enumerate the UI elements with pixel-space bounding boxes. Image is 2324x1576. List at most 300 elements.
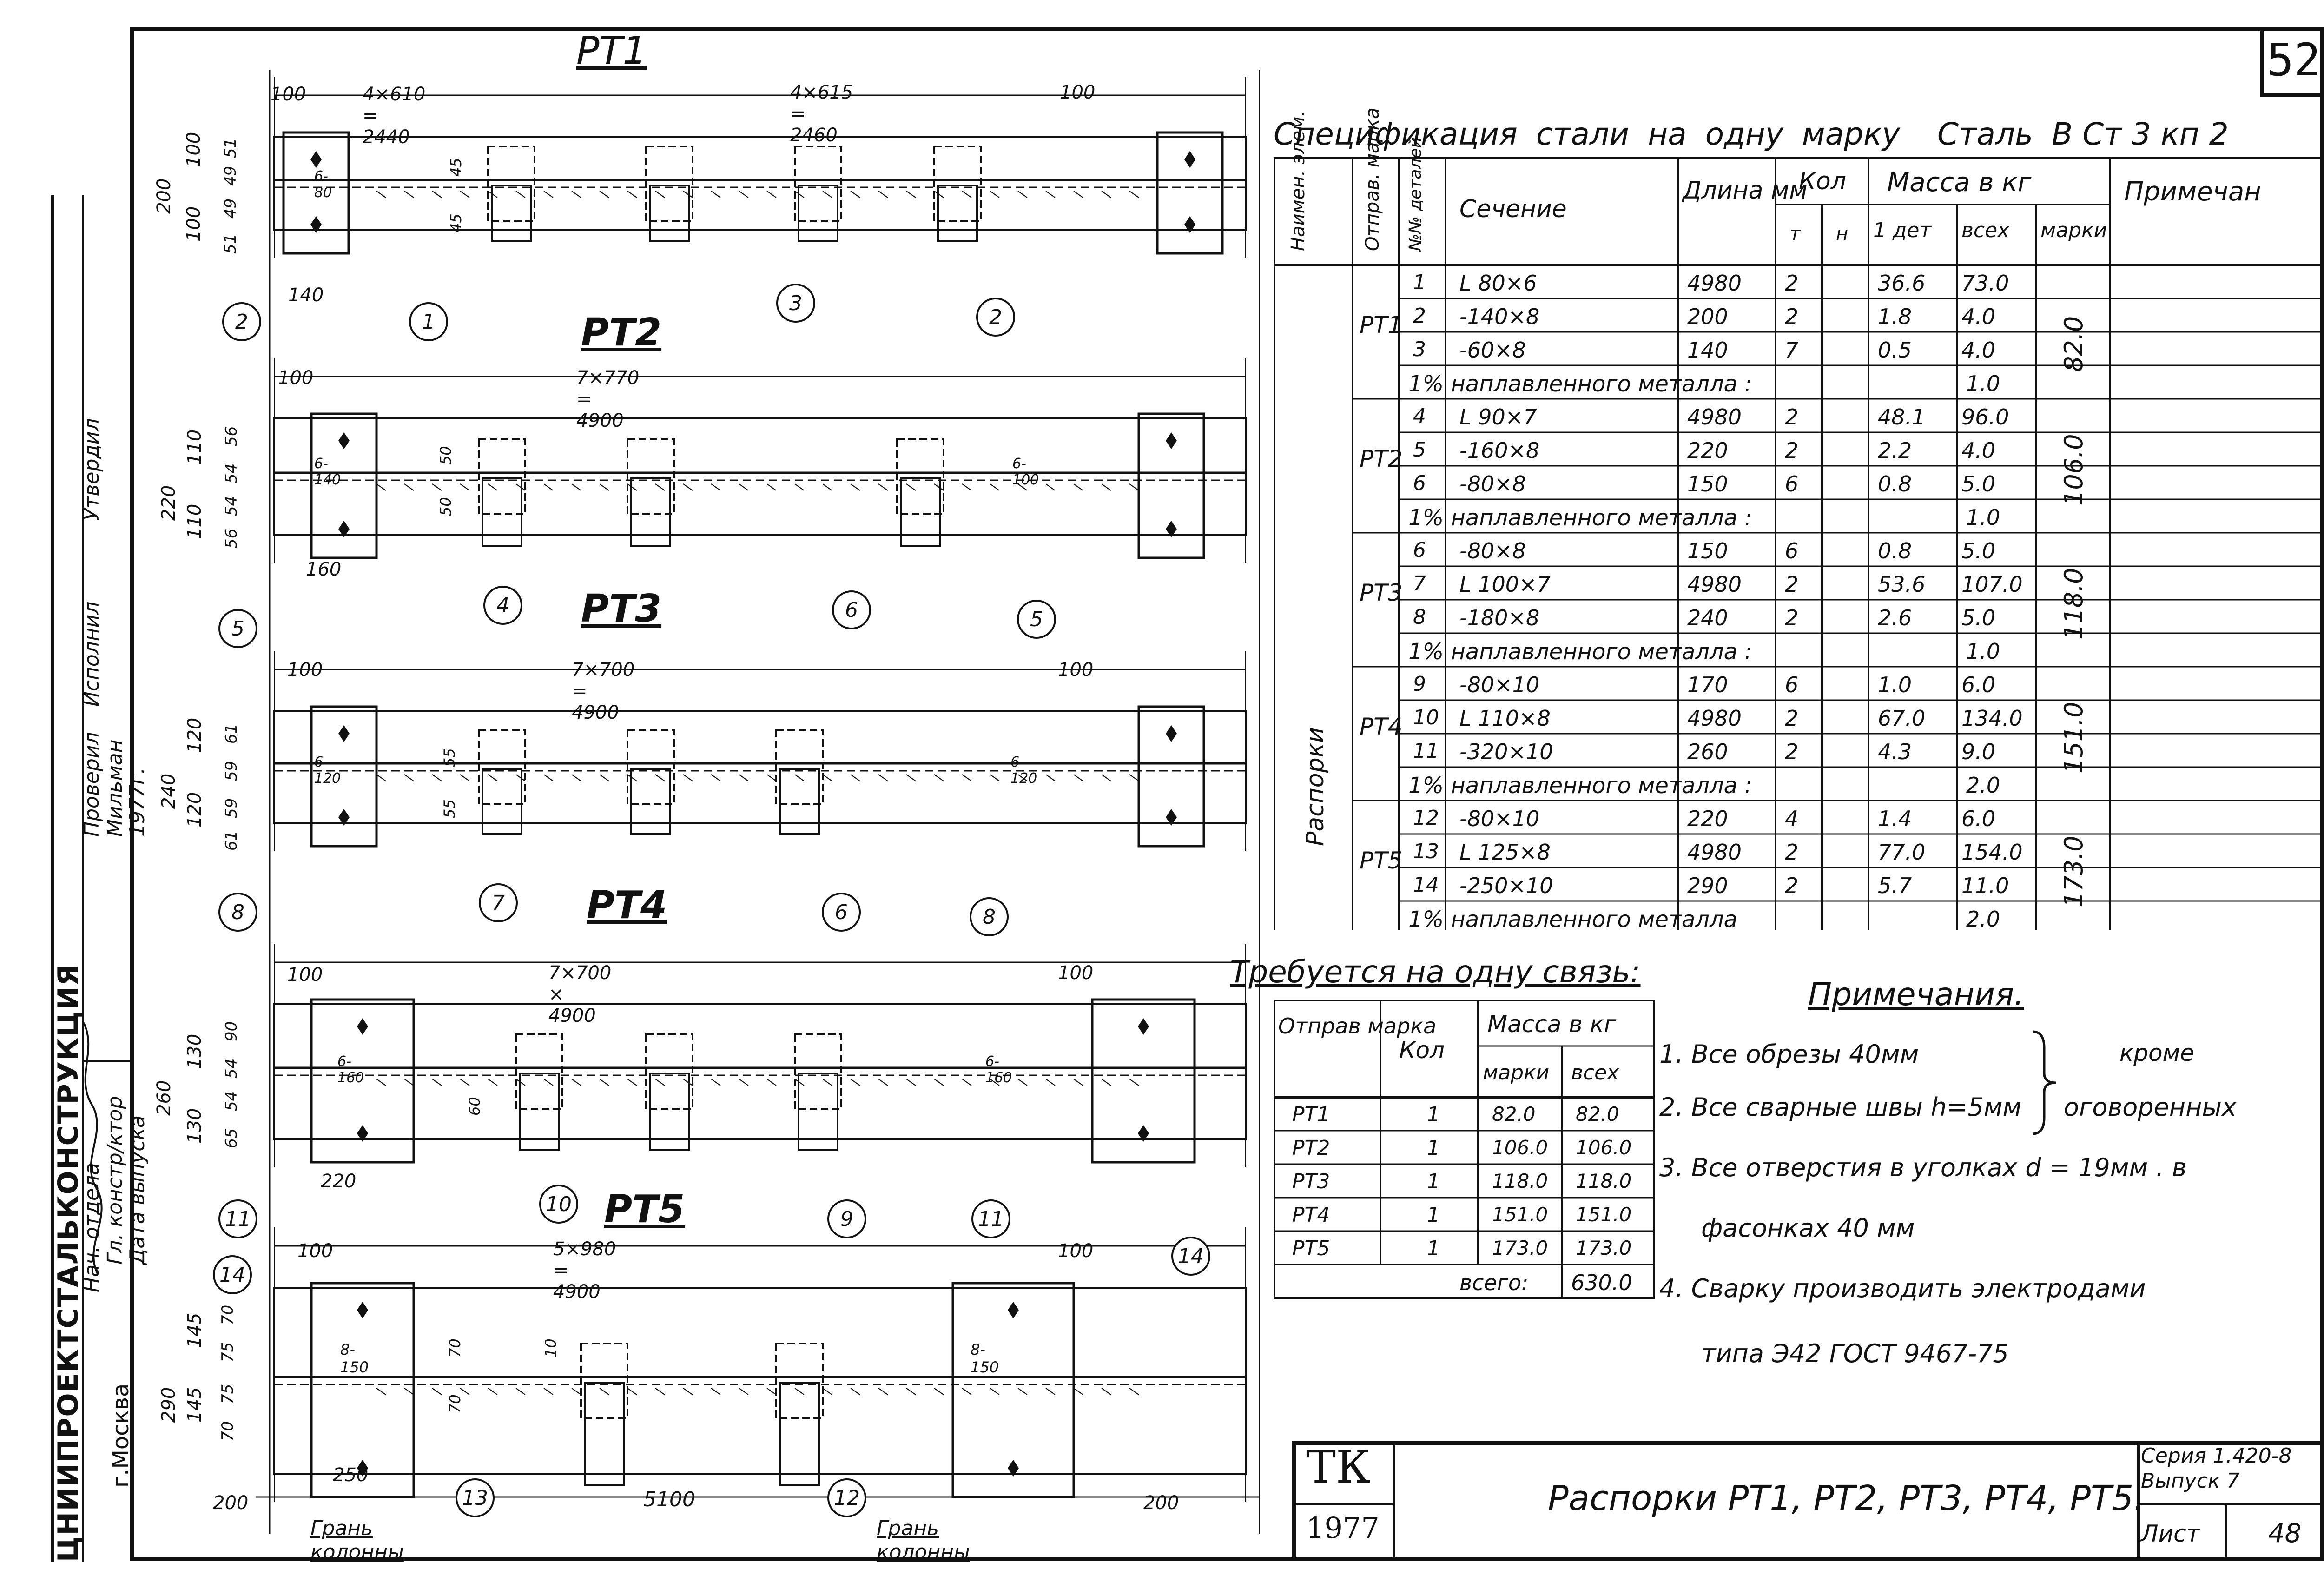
strut-1-hole-1a — [1184, 151, 1195, 168]
pt1-dim-51b: 51 — [221, 138, 240, 158]
spec-sec-4-2: -250×10 — [1459, 873, 1553, 898]
strut-3-post-0 — [479, 730, 525, 804]
title-year: 1977 — [1306, 1511, 1380, 1545]
req-mark-0: РТ1 — [1292, 1103, 1330, 1126]
stamp-org: ЦНИИПРОЕКТСТАЛЬКОНСТРУКЦИЯ — [52, 963, 85, 1562]
stamp-city: г.Москва — [108, 1383, 134, 1488]
pt2-weld-b: 50 — [437, 497, 455, 516]
strut-title-pt4: РТ4 — [587, 883, 667, 927]
callout-1-2: 3 — [776, 284, 815, 323]
spec-sec-4-0: -80×10 — [1459, 806, 1540, 831]
pt3-dim-61b: 61 — [222, 830, 241, 851]
spec-qty-1-1: 2 — [1785, 438, 1799, 463]
strut-2-post-1 — [627, 439, 674, 514]
pt3-dim-61a: 61 — [222, 723, 241, 744]
spec-all-3-1: 134.0 — [1961, 706, 2023, 731]
pt3-dim-100r: 100 — [1058, 659, 1094, 681]
spec-weld-all-1: 1.0 — [1966, 505, 2000, 530]
spec-sec-2-0: -80×8 — [1459, 538, 1526, 563]
strut-2-post-0 — [479, 439, 525, 514]
spec-mass-mark-2: 118.0 — [2059, 568, 2088, 640]
spec-all-1-0: 96.0 — [1961, 404, 2009, 430]
pt2-dim-span: 7×770 = 4900 — [576, 367, 640, 431]
spec-len-4-1: 4980 — [1687, 840, 1742, 865]
spec-title-w4: одну — [1705, 116, 1783, 152]
callout-5-3: 14 — [1171, 1237, 1210, 1276]
spec-one-2-2: 2.6 — [1878, 605, 1912, 630]
callout-3-2: 6 — [822, 893, 861, 932]
strut-2-hole-0a — [338, 432, 350, 449]
pt4-weld-a: 60 — [466, 1097, 483, 1116]
pt1-dim-49a: 49 — [221, 198, 240, 219]
strut-4-hole-0a — [357, 1018, 368, 1035]
pt5-dim-span: 5×980 = 4900 — [553, 1238, 616, 1303]
spec-one-4-1: 77.0 — [1878, 840, 1926, 865]
strut-title-pt1: РТ1 — [576, 29, 647, 73]
pt2-dim-56b: 56 — [222, 528, 241, 549]
spec-one-0-0: 36.6 — [1878, 271, 1926, 296]
spec-no-3-0: 9 — [1413, 672, 1426, 696]
pt4-dim-span: 7×700 × 4900 — [548, 962, 612, 1026]
pt1-weld-a: 45 — [447, 158, 465, 177]
pt5-dim-290: 290 — [158, 1387, 179, 1423]
strut-5-post-lower-0 — [585, 1383, 624, 1485]
spec-sec-0-0: L 80×6 — [1459, 271, 1537, 296]
spec-no-4-2: 14 — [1413, 873, 1439, 897]
pt1-dim-right-span: 4×615 = 2460 — [790, 82, 853, 146]
pt4-plate-l: 6-160 — [337, 1053, 364, 1086]
bottom-dim-200-left: 200 — [213, 1492, 249, 1514]
callout-4-2: 9 — [827, 1199, 866, 1238]
pt5-weld-b: 70 — [446, 1394, 464, 1413]
notes-title: Примечания. — [1808, 976, 2024, 1013]
spec-all-2-2: 5.0 — [1961, 605, 1996, 630]
callout-1-3: 2 — [976, 298, 1015, 337]
spec-qty-1-0: 2 — [1785, 404, 1799, 430]
spec-no-1-0: 4 — [1413, 404, 1426, 428]
strut-3-post-lower-0 — [482, 769, 522, 834]
spec-one-3-2: 4.3 — [1878, 739, 1912, 764]
spec-sec-4-1: L 125×8 — [1459, 840, 1551, 865]
pt3-weld-b: 55 — [441, 799, 458, 818]
strut-3-outline — [274, 711, 1246, 823]
spec-weld-all-4: 2.0 — [1966, 907, 2000, 932]
spec-no-1-1: 5 — [1413, 438, 1426, 462]
strut-1-post-lower-3 — [938, 185, 977, 241]
spec-no-0-1: 2 — [1413, 304, 1426, 328]
strut-3-hole-1a — [1166, 725, 1177, 742]
spec-len-4-2: 290 — [1687, 873, 1728, 898]
pt1-dim-100-right: 100 — [1060, 82, 1096, 103]
strut-3-post-1 — [627, 730, 674, 804]
spec-no-2-0: 6 — [1413, 538, 1426, 562]
spec-len-0-2: 140 — [1687, 338, 1728, 363]
spec-head-mass-all: всех — [1961, 219, 2010, 242]
spec-weld-2: 1% наплавленного металла : — [1408, 639, 1752, 665]
req-head-mark: Отправ марка — [1278, 1013, 1437, 1039]
stamp-name-2: 1977г. — [125, 767, 149, 837]
pt1-dim-100a: 100 — [183, 132, 205, 167]
pt3-plate-r: 6-120 — [1010, 754, 1037, 787]
callout-1-1: 1 — [409, 302, 448, 341]
spec-weld-all-2: 1.0 — [1966, 639, 2000, 664]
pt5-dim-70b: 70 — [218, 1421, 237, 1441]
pt4-plate-r: 6-160 — [985, 1053, 1012, 1086]
req-mark-1: РТ2 — [1292, 1136, 1330, 1160]
spec-head-section: Сечение — [1459, 195, 1567, 223]
pt3-dim-120b: 120 — [184, 792, 205, 828]
stamp-signature — [70, 1013, 116, 1292]
bottom-dim-5100: 5100 — [643, 1488, 695, 1511]
spec-len-3-1: 4980 — [1687, 706, 1742, 731]
strut-5-post-lower-1 — [780, 1383, 819, 1485]
spec-head-note: Примечан — [2124, 177, 2261, 207]
spec-len-2-2: 240 — [1687, 605, 1728, 630]
spec-weld-all-3: 2.0 — [1966, 773, 2000, 798]
strut-1-post-3 — [934, 146, 981, 221]
strut-1-post-2 — [795, 146, 841, 221]
pt1-dim-200: 200 — [153, 178, 175, 214]
pt2-dim-110b: 110 — [184, 503, 205, 539]
pt4-dim-130b: 130 — [184, 1108, 205, 1144]
spec-title-w6: Сталь — [1937, 116, 2034, 152]
callout-3-3: 8 — [970, 897, 1009, 936]
pt3-dim-120a: 120 — [184, 717, 205, 753]
strut-2-hole-1a — [1166, 432, 1177, 449]
spec-weld-1: 1% наплавленного металла : — [1408, 505, 1752, 531]
strut-1-hole-0a — [310, 151, 322, 168]
strut-5-hole-1a — [1008, 1302, 1019, 1318]
pt2-dim-100: 100 — [278, 367, 314, 389]
spec-qty-3-1: 2 — [1785, 706, 1799, 731]
spec-len-3-0: 170 — [1687, 672, 1728, 697]
callout-4-0: 11 — [218, 1199, 257, 1238]
spec-no-3-1: 10 — [1413, 706, 1439, 729]
strut-3-hole-0a — [338, 725, 350, 742]
callout-2-0: 5 — [218, 609, 257, 648]
spec-sec-1-0: L 90×7 — [1459, 404, 1537, 430]
pt1-dim-100b: 100 — [183, 206, 205, 242]
pt3-dim-span: 7×700 = 4900 — [572, 659, 635, 723]
spec-sec-3-0: -80×10 — [1459, 672, 1540, 697]
note-1: 1. Все обрезы 40мм — [1659, 1040, 1919, 1069]
pt3-dim-59b: 59 — [222, 798, 241, 818]
spec-len-0-0: 4980 — [1687, 271, 1742, 296]
strut-1-gusset-right — [1157, 132, 1222, 253]
pt4-dim-220: 220 — [321, 1171, 357, 1192]
spec-weld-3: 1% наплавленного металла : — [1408, 773, 1752, 799]
req-mass-3: 151.0 — [1492, 1203, 1548, 1226]
title-sheet-no: 48 — [2268, 1518, 2302, 1549]
req-all-0: 82.0 — [1576, 1103, 1619, 1126]
pt4-dim-100r: 100 — [1058, 962, 1094, 984]
pt1-plate: 6-80 — [314, 168, 332, 201]
stamp-role-0: Нач. отдела — [80, 1162, 104, 1292]
spec-no-2-1: 7 — [1413, 572, 1426, 596]
spec-title-w7: В Ст 3 кп 2 — [2052, 116, 2229, 152]
spec-head-mark: Отправ. марка — [1362, 107, 1383, 251]
strut-2-outline — [274, 418, 1246, 535]
spec-one-1-1: 2.2 — [1878, 438, 1912, 463]
spec-all-2-1: 107.0 — [1961, 572, 2023, 597]
callout-3-1: 7 — [479, 883, 518, 922]
strut-1-post-lower-0 — [492, 185, 531, 241]
strut-1-post-1 — [646, 146, 693, 221]
req-all-4: 173.0 — [1576, 1237, 1632, 1259]
spec-sec-3-2: -320×10 — [1459, 739, 1553, 764]
spec-all-0-1: 4.0 — [1961, 304, 1996, 329]
callout-2-2: 6 — [832, 590, 871, 629]
spec-sec-2-1: L 100×7 — [1459, 572, 1551, 597]
req-qty-4: 1 — [1427, 1237, 1440, 1260]
strut-5-outline — [274, 1288, 1246, 1474]
req-mass-4: 173.0 — [1492, 1237, 1548, 1259]
pt5-dim-100l: 100 — [297, 1240, 333, 1262]
spec-one-0-2: 0.5 — [1878, 338, 1912, 363]
req-head-mass-mark: марки — [1483, 1061, 1550, 1085]
spec-mark-1: РТ2 — [1360, 445, 1403, 472]
spec-weld-0: 1% наплавленного металла : — [1408, 371, 1752, 397]
req-qty-3: 1 — [1427, 1203, 1440, 1227]
pt4-dim-65: 65 — [222, 1128, 241, 1148]
spec-head-mass-mark: марки — [2040, 219, 2107, 242]
spec-no-4-0: 12 — [1413, 806, 1439, 830]
pt2-dim-54a: 54 — [222, 463, 241, 483]
spec-mass-mark-0: 82.0 — [2059, 316, 2088, 372]
req-mark-3: РТ4 — [1292, 1203, 1330, 1227]
title-series: Серия 1.420-8 — [2141, 1444, 2292, 1468]
req-all-3: 151.0 — [1576, 1203, 1632, 1226]
spec-sec-0-2: -60×8 — [1459, 338, 1526, 363]
pt3-weld-a: 55 — [441, 748, 458, 767]
spec-head-qty-n: н — [1836, 223, 1849, 245]
pt4-dim-260: 260 — [153, 1080, 175, 1116]
strut-title-pt5: РТ5 — [604, 1187, 685, 1232]
pt3-dim-100l: 100 — [287, 659, 323, 681]
pt5-weld-c: 10 — [542, 1338, 560, 1357]
note-brace-except: кроме — [2119, 1040, 2195, 1066]
spec-weld-all-0: 1.0 — [1966, 371, 2000, 396]
strut-2-post-2 — [897, 439, 944, 514]
strut-title-pt2: РТ2 — [581, 311, 662, 355]
strut-4-outline — [274, 1004, 1246, 1139]
pt5-dim-145b: 145 — [184, 1387, 205, 1423]
stamp-role-4: Исполнил — [80, 601, 104, 707]
column-face-left: Грань колонны — [310, 1516, 404, 1564]
req-mass-2: 118.0 — [1492, 1170, 1548, 1192]
stamp-name-3: Мильман — [103, 739, 127, 837]
spec-qty-4-2: 2 — [1785, 873, 1799, 898]
strut-title-pt3: РТ3 — [581, 587, 662, 631]
strut-3-post-2 — [776, 730, 823, 804]
pt1-dim-51a: 51 — [221, 233, 240, 254]
column-face-right: Грань колонны — [877, 1516, 970, 1564]
stamp-role-5: Утвердил — [80, 418, 104, 521]
callout-3-0: 8 — [218, 893, 257, 932]
spec-one-4-2: 5.7 — [1878, 873, 1912, 898]
pt2-dim-110a: 110 — [184, 429, 205, 465]
pt5-weld-a: 70 — [446, 1338, 464, 1357]
spec-no-0-2: 3 — [1413, 338, 1426, 361]
req-mark-2: РТ3 — [1292, 1170, 1330, 1193]
spec-qty-3-0: 6 — [1785, 672, 1799, 697]
spec-sec-2-2: -180×8 — [1459, 605, 1540, 630]
spec-head-mass-one: 1 дет — [1873, 219, 1932, 242]
spec-all-0-2: 4.0 — [1961, 338, 1996, 363]
pt4-dim-100l: 100 — [287, 964, 323, 986]
strut-4-post-0 — [516, 1034, 562, 1109]
pt1-dim-left-span: 4×610 = 2440 — [363, 84, 426, 148]
note-3: 3. Все отверстия в уголках d = 19мм . в — [1659, 1153, 2187, 1182]
strut-2-post-lower-2 — [901, 478, 940, 546]
strut-5-hole-0a — [357, 1302, 368, 1318]
req-total-label: всего: — [1459, 1270, 1529, 1295]
sheet-title: Распорки РТ1, РТ2, РТ3, РТ4, РТ5. — [1548, 1478, 2145, 1518]
spec-no-4-1: 13 — [1413, 840, 1439, 863]
req-head-mass: Масса в кг — [1487, 1011, 1617, 1038]
callout-5-2: 12 — [827, 1478, 866, 1517]
spec-title-w1: Спецификация — [1274, 116, 1518, 152]
spec-all-3-2: 9.0 — [1961, 739, 1996, 764]
strut-4-post-2 — [795, 1034, 841, 1109]
pt4-dim-54a: 54 — [222, 1058, 241, 1079]
pt3-dim-59a: 59 — [222, 761, 241, 781]
spec-no-0-0: 1 — [1413, 271, 1426, 294]
spec-mass-mark-4: 173.0 — [2059, 835, 2088, 907]
spec-all-4-2: 11.0 — [1961, 873, 2009, 898]
note-2: 2. Все сварные швы h=5мм — [1659, 1093, 2022, 1122]
req-head-mass-all: всех — [1571, 1061, 1619, 1085]
title-issue: Выпуск 7 — [2141, 1469, 2240, 1493]
spec-title-w2: стали — [1536, 116, 1630, 152]
req-mark-4: РТ5 — [1292, 1237, 1330, 1260]
pt2-plate-l: 6-140 — [314, 456, 341, 488]
pt3-dim-240: 240 — [158, 773, 179, 809]
spec-one-1-2: 0.8 — [1878, 471, 1912, 497]
spec-qty-0-1: 2 — [1785, 304, 1799, 329]
spec-head-partno: №№ деталей — [1406, 137, 1425, 251]
strut-1-post-lower-2 — [799, 185, 838, 241]
spec-all-3-0: 6.0 — [1961, 672, 1996, 697]
callout-2-3: 5 — [1017, 600, 1056, 639]
spec-qty-3-2: 2 — [1785, 739, 1799, 764]
req-qty-2: 1 — [1427, 1170, 1440, 1193]
spec-all-0-0: 73.0 — [1961, 271, 2009, 296]
required-title: Требуется на одну связь: — [1230, 954, 1641, 990]
req-mass-0: 82.0 — [1492, 1103, 1536, 1126]
spec-len-3-2: 260 — [1687, 739, 1728, 764]
callout-5-0: 14 — [213, 1255, 252, 1294]
spec-one-3-1: 67.0 — [1878, 706, 1926, 731]
callout-5-1: 13 — [456, 1478, 495, 1517]
spec-all-1-1: 4.0 — [1961, 438, 1996, 463]
pt4-dim-90: 90 — [222, 1021, 241, 1041]
callout-4-1: 10 — [539, 1185, 578, 1224]
spec-qty-2-2: 2 — [1785, 605, 1799, 630]
spec-sec-1-1: -160×8 — [1459, 438, 1540, 463]
strut-5-post-1 — [776, 1344, 823, 1418]
pt1-weld-b: 45 — [447, 213, 465, 232]
stamp-role-3: Проверил — [80, 732, 104, 837]
spec-all-4-1: 154.0 — [1961, 840, 2023, 865]
strut-drawing — [135, 33, 1260, 1548]
spec-len-1-1: 220 — [1687, 438, 1728, 463]
spec-weld-4: 1% наплавленного металла — [1408, 907, 1738, 933]
spec-len-1-0: 4980 — [1687, 404, 1742, 430]
sheet-number-box — [2260, 27, 2324, 97]
spec-title-w3: на — [1648, 116, 1687, 152]
sheet-number: 52 — [2267, 34, 2321, 86]
spec-no-1-2: 6 — [1413, 471, 1426, 495]
spec-mark-0: РТ1 — [1360, 311, 1403, 338]
spec-one-4-0: 1.4 — [1878, 806, 1912, 831]
req-qty-0: 1 — [1427, 1103, 1440, 1126]
spec-sec-1-2: -80×8 — [1459, 471, 1526, 497]
spec-len-1-2: 150 — [1687, 471, 1728, 497]
pt5-dim-75a: 75 — [218, 1342, 237, 1362]
bottom-dim-200-right: 200 — [1143, 1492, 1179, 1514]
req-total: 630.0 — [1571, 1270, 1632, 1295]
pt4-dim-54b: 54 — [222, 1091, 241, 1111]
pt5-dim-100r: 100 — [1058, 1240, 1094, 1262]
spec-head-mass: Масса в кг — [1887, 167, 2032, 198]
strut-4-post-1 — [646, 1034, 693, 1109]
spec-len-4-0: 220 — [1687, 806, 1728, 831]
spec-len-0-1: 200 — [1687, 304, 1728, 329]
strut-5-post-0 — [581, 1344, 627, 1418]
req-head-qty: Кол — [1399, 1037, 1445, 1064]
pt1-dim-49b: 49 — [221, 166, 240, 186]
spec-mass-mark-3: 151.0 — [2059, 702, 2088, 774]
callout-4-3: 11 — [971, 1199, 1010, 1238]
pt2-dim-56a: 56 — [222, 426, 241, 446]
note-4b: типа Э42 ГОСТ 9467-75 — [1701, 1339, 2009, 1368]
pt1-dim-140: 140 — [288, 285, 324, 306]
note-brace-specified: оговоренных — [2064, 1093, 2237, 1122]
spec-mark-2: РТ3 — [1360, 579, 1403, 606]
spec-qty-4-0: 4 — [1785, 806, 1799, 831]
note-4: 4. Сварку производить электродами — [1659, 1274, 2146, 1303]
spec-title-w5: марку — [1802, 116, 1900, 152]
strut-4-hole-1a — [1138, 1018, 1149, 1035]
spec-head-qty: Кол — [1799, 167, 1846, 195]
pt5-plate-l: 8-150 — [340, 1341, 369, 1376]
spec-qty-0-0: 2 — [1785, 271, 1799, 296]
stamp-role-1: Гл. констр/ктор — [103, 1096, 127, 1265]
spec-one-1-0: 48.1 — [1878, 404, 1926, 430]
spec-head-elem: Наимен. элем. — [1287, 111, 1309, 251]
pt5-dim-75b: 75 — [218, 1384, 237, 1404]
spec-head-qty-t: т — [1789, 223, 1801, 245]
pt5-dim-250: 250 — [333, 1464, 369, 1486]
strut-3-post-lower-1 — [631, 769, 670, 834]
spec-all-2-0: 5.0 — [1961, 538, 1996, 563]
title-org: ТК — [1306, 1441, 1371, 1493]
strut-2-post-lower-0 — [482, 478, 522, 546]
pt5-dim-70a: 70 — [218, 1305, 237, 1325]
notes-brace — [2030, 1029, 2058, 1138]
title-sheet-label: Лист — [2141, 1520, 2200, 1547]
req-mass-1: 106.0 — [1492, 1136, 1548, 1159]
strut-3-post-lower-2 — [780, 769, 819, 834]
spec-no-3-2: 11 — [1413, 739, 1439, 763]
spec-len-2-0: 150 — [1687, 538, 1728, 563]
spec-sec-0-1: -140×8 — [1459, 304, 1540, 329]
callout-1-0: 2 — [222, 302, 261, 341]
spec-one-3-0: 1.0 — [1878, 672, 1912, 697]
spec-one-0-1: 1.8 — [1878, 304, 1912, 329]
pt2-weld-a: 50 — [437, 446, 455, 465]
